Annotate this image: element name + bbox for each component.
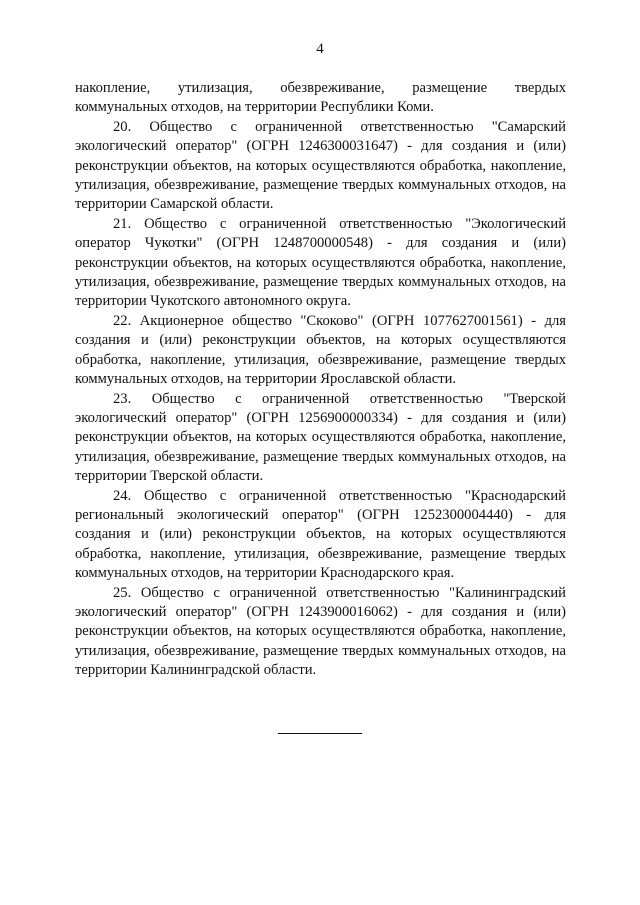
paragraph-continuation: накопление, утилизация, обезвреживание, размещение твердых коммунальных отходов, на территории Республики Коми. (75, 80, 566, 116)
paragraph-item-20: 20. Общество с ограниченной ответственностью "Самарский экологический оператор" (ОГРН 1246300031647) - для создания и (или) реконструкции объектов, на которых осуществляются обработка, накопление, утилизация, обезвреживание, размещение твердых коммунальных отходов, на территории Самарской области. (75, 118, 566, 213)
paragraph-item-24: 24. Общество с ограниченной ответственностью "Краснодарский региональный экологический оператор" (ОГРН 1252300004440) - для создания и (или) реконструкции объектов, на которых осуществляются обработка, накопление, утилизация, обезвреживание, размещение твердых коммунальных отходов, на территории Краснодарского края. (75, 487, 566, 582)
paragraph-item-21: 21. Общество с ограниченной ответственностью "Экологический оператор Чукотки" (ОГРН 1248700000548) - для создания и (или) реконструкции объектов, на которых осуществляются обработка, накопление, утилизация, обезвреживание, размещение твердых коммунальных отходов, на территории Чукотского автономного округа. (75, 215, 566, 310)
paragraph-item-25: 25. Общество с ограниченной ответственностью "Калининградский экологический оператор" (ОГРН 1243900016062) - для создания и (или) реконструкции объектов, на которых осуществляются обработка, накопление, утилизация, обезвреживание, размещение твердых коммунальных отходов, на территории Калининградской области. (75, 584, 566, 679)
paragraph-item-22: 22. Акционерное общество "Скоково" (ОГРН 1077627001561) - для создания и (или) реконструкции объектов, на которых осуществляются обработка, накопление, утилизация, обезвреживание, размещение твердых коммунальных отходов, на территории Ярославской области. (75, 312, 566, 388)
paragraph-item-23: 23. Общество с ограниченной ответственностью "Тверской экологический оператор" (ОГРН 1256900000334) - для создания и (или) реконструкции объектов, на которых осуществляются обработка, накопление, утилизация, обезвреживание, размещение твердых коммунальных отходов, на территории Тверской области. (75, 390, 566, 485)
document-body (75, 79, 566, 681)
end-separator-line (278, 733, 362, 734)
page-number: 4 (316, 41, 324, 57)
